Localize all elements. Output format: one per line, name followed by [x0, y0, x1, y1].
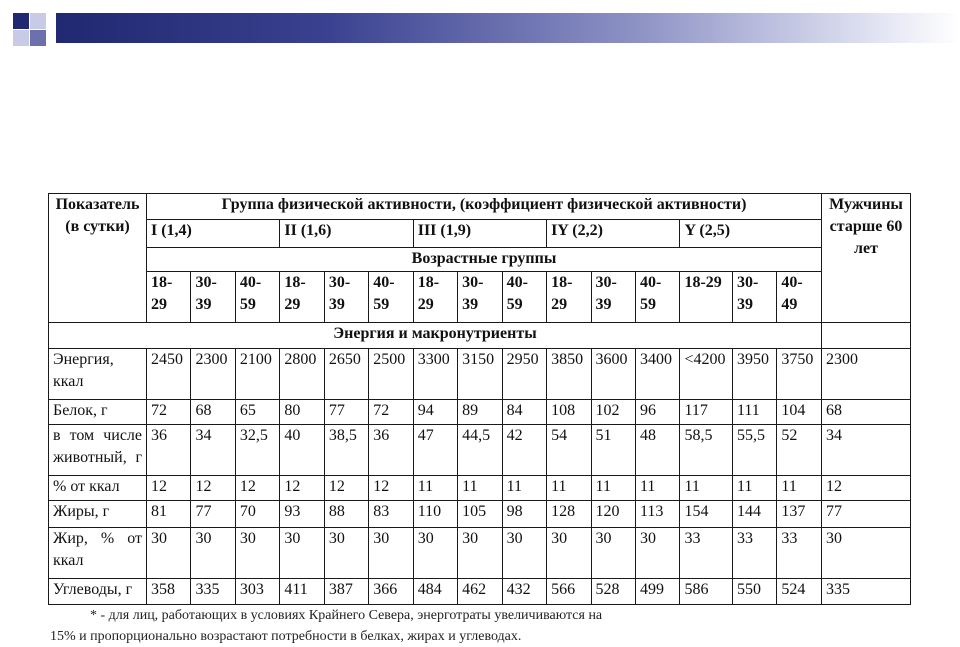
value-cell: 52: [777, 425, 822, 476]
value-cell: 48: [635, 425, 679, 476]
table-row: [49, 425, 911, 476]
age-group-cell: 30-39: [191, 272, 235, 323]
value-cell: 12: [235, 476, 279, 501]
table-row: [49, 578, 911, 604]
value-cell: 2300: [191, 349, 235, 400]
value-cell: 36: [369, 425, 413, 476]
footnote-line-2: 15% и пропорционально возрастают потребности в белках, жирах и углеводах.: [50, 629, 522, 644]
value-cell: 550: [732, 578, 776, 604]
row-label: Энергия, ккал: [49, 349, 147, 400]
value-cell: 110: [413, 501, 457, 527]
value-cell: 30: [502, 527, 546, 578]
men-over-60-header: Мужчины старше 60 лет: [822, 194, 911, 323]
value-cell: 335: [191, 578, 235, 604]
value-cell: 33: [680, 527, 733, 578]
table-row: [49, 476, 911, 501]
value-cell: 77: [822, 501, 911, 527]
value-cell: 11: [777, 476, 822, 501]
row-label: Жиры, г: [49, 501, 147, 527]
value-cell: 104: [777, 400, 822, 425]
age-group-cell: 18-29: [147, 272, 191, 323]
age-group-cell: 30-39: [732, 272, 776, 323]
value-cell: 499: [635, 578, 679, 604]
age-group-cell: 40-59: [635, 272, 679, 323]
section-header: Энергия и макронутриенты: [49, 322, 822, 348]
value-cell: 36: [147, 425, 191, 476]
age-group-cell: 18-29: [547, 272, 591, 323]
value-cell: 89: [458, 400, 502, 425]
value-cell: 144: [732, 501, 776, 527]
value-cell: 96: [635, 400, 679, 425]
value-cell: 12: [822, 476, 911, 501]
group-header: Y (2,5): [680, 220, 822, 247]
value-cell: 83: [369, 501, 413, 527]
value-cell: 11: [413, 476, 457, 501]
value-cell: 33: [732, 527, 776, 578]
value-cell: 117: [680, 400, 733, 425]
value-cell: 528: [591, 578, 635, 604]
age-group-cell: 18-29: [413, 272, 457, 323]
value-cell: 30: [324, 527, 368, 578]
value-cell: 30: [191, 527, 235, 578]
value-cell: 68: [191, 400, 235, 425]
row-label: в том числе животный, г: [49, 425, 147, 476]
value-cell: 128: [547, 501, 591, 527]
value-cell: 12: [147, 476, 191, 501]
value-cell: 88: [324, 501, 368, 527]
value-cell: 105: [458, 501, 502, 527]
value-cell: 32,5: [235, 425, 279, 476]
group-header: III (1,9): [413, 220, 546, 247]
value-cell: 65: [235, 400, 279, 425]
value-cell: 11: [732, 476, 776, 501]
value-cell: 30: [547, 527, 591, 578]
value-cell: 154: [680, 501, 733, 527]
value-cell: 113: [635, 501, 679, 527]
value-cell: 42: [502, 425, 546, 476]
value-cell: 30: [369, 527, 413, 578]
value-cell: 40: [280, 425, 324, 476]
value-cell: 94: [413, 400, 457, 425]
value-cell: 34: [191, 425, 235, 476]
value-cell: 98: [502, 501, 546, 527]
indicator-header: Показатель (в сутки): [49, 194, 147, 323]
age-groups-header: Возрастные группы: [147, 247, 822, 271]
value-cell: 68: [822, 400, 911, 425]
group-header: I (1,4): [147, 220, 280, 247]
value-cell: 111: [732, 400, 776, 425]
value-cell: 44,5: [458, 425, 502, 476]
value-cell: 335: [822, 578, 911, 604]
value-cell: 462: [458, 578, 502, 604]
value-cell: 30: [591, 527, 635, 578]
group-header: II (1,6): [280, 220, 413, 247]
row-label: Углеводы, г: [49, 578, 147, 604]
value-cell: 2650: [324, 349, 368, 400]
value-cell: 3750: [777, 349, 822, 400]
value-cell: 30: [147, 527, 191, 578]
value-cell: 72: [147, 400, 191, 425]
age-group-cell: 40-49: [777, 272, 822, 323]
value-cell: <4200: [680, 349, 733, 400]
value-cell: 30: [235, 527, 279, 578]
age-group-cell: 30-39: [324, 272, 368, 323]
value-cell: 11: [635, 476, 679, 501]
value-cell: 2950: [502, 349, 546, 400]
value-cell: 11: [591, 476, 635, 501]
value-cell: 54: [547, 425, 591, 476]
value-cell: 11: [680, 476, 733, 501]
decor-square: [30, 30, 46, 46]
value-cell: 38,5: [324, 425, 368, 476]
table-row: [49, 349, 911, 400]
value-cell: 47: [413, 425, 457, 476]
value-cell: 102: [591, 400, 635, 425]
table-row: [49, 527, 911, 578]
value-cell: 366: [369, 578, 413, 604]
value-cell: 2800: [280, 349, 324, 400]
value-cell: 3950: [732, 349, 776, 400]
age-group-cell: 18-29: [680, 272, 733, 323]
value-cell: 586: [680, 578, 733, 604]
value-cell: 108: [547, 400, 591, 425]
value-cell: 3150: [458, 349, 502, 400]
table-row: [49, 501, 911, 527]
age-group-cell: 18-29: [280, 272, 324, 323]
value-cell: 2500: [369, 349, 413, 400]
value-cell: 303: [235, 578, 279, 604]
value-cell: 11: [502, 476, 546, 501]
age-group-cell: 40-59: [502, 272, 546, 323]
header-gradient-bar: [56, 13, 960, 43]
value-cell: 55,5: [732, 425, 776, 476]
value-cell: 3400: [635, 349, 679, 400]
value-cell: 70: [235, 501, 279, 527]
value-cell: 81: [147, 501, 191, 527]
value-cell: 2300: [822, 349, 911, 400]
value-cell: 11: [458, 476, 502, 501]
age-group-cell: 30-39: [591, 272, 635, 323]
value-cell: 3850: [547, 349, 591, 400]
value-cell: 12: [280, 476, 324, 501]
value-cell: 33: [777, 527, 822, 578]
decor-square: [13, 30, 29, 46]
value-cell: 2100: [235, 349, 279, 400]
value-cell: 58,5: [680, 425, 733, 476]
value-cell: 3600: [591, 349, 635, 400]
value-cell: 30: [458, 527, 502, 578]
age-group-cell: 30-39: [458, 272, 502, 323]
value-cell: 80: [280, 400, 324, 425]
row-label: Белок, г: [49, 400, 147, 425]
row-label: Жир, % от ккал: [49, 527, 147, 578]
value-cell: 30: [280, 527, 324, 578]
age-group-cell: 40-59: [369, 272, 413, 323]
value-cell: 11: [547, 476, 591, 501]
value-cell: 387: [324, 578, 368, 604]
age-group-cell: 40-59: [235, 272, 279, 323]
value-cell: 120: [591, 501, 635, 527]
value-cell: 12: [191, 476, 235, 501]
activity-group-header: Группа физической активности, (коэффициент физической активности): [147, 194, 822, 220]
value-cell: 84: [502, 400, 546, 425]
value-cell: 432: [502, 578, 546, 604]
value-cell: 566: [547, 578, 591, 604]
decor-square: [13, 13, 29, 29]
value-cell: 12: [369, 476, 413, 501]
row-label: % от ккал: [49, 476, 147, 501]
nutrition-norms-table: [48, 193, 911, 605]
value-cell: 77: [191, 501, 235, 527]
value-cell: 34: [822, 425, 911, 476]
value-cell: 524: [777, 578, 822, 604]
value-cell: 93: [280, 501, 324, 527]
table-row: [49, 400, 911, 425]
value-cell: 51: [591, 425, 635, 476]
group-header: IY (2,2): [547, 220, 680, 247]
value-cell: 2450: [147, 349, 191, 400]
value-cell: 30: [635, 527, 679, 578]
value-cell: 12: [324, 476, 368, 501]
value-cell: 411: [280, 578, 324, 604]
value-cell: 30: [413, 527, 457, 578]
value-cell: 72: [369, 400, 413, 425]
value-cell: 484: [413, 578, 457, 604]
value-cell: 137: [777, 501, 822, 527]
decor-square: [30, 13, 46, 29]
empty-cell: [822, 322, 911, 348]
value-cell: 3300: [413, 349, 457, 400]
footnote-line-1: * - для лиц, работающих в условиях Крайнего Севера, энерготраты увеличиваются на: [90, 608, 603, 623]
value-cell: 30: [822, 527, 911, 578]
value-cell: 77: [324, 400, 368, 425]
value-cell: 358: [147, 578, 191, 604]
